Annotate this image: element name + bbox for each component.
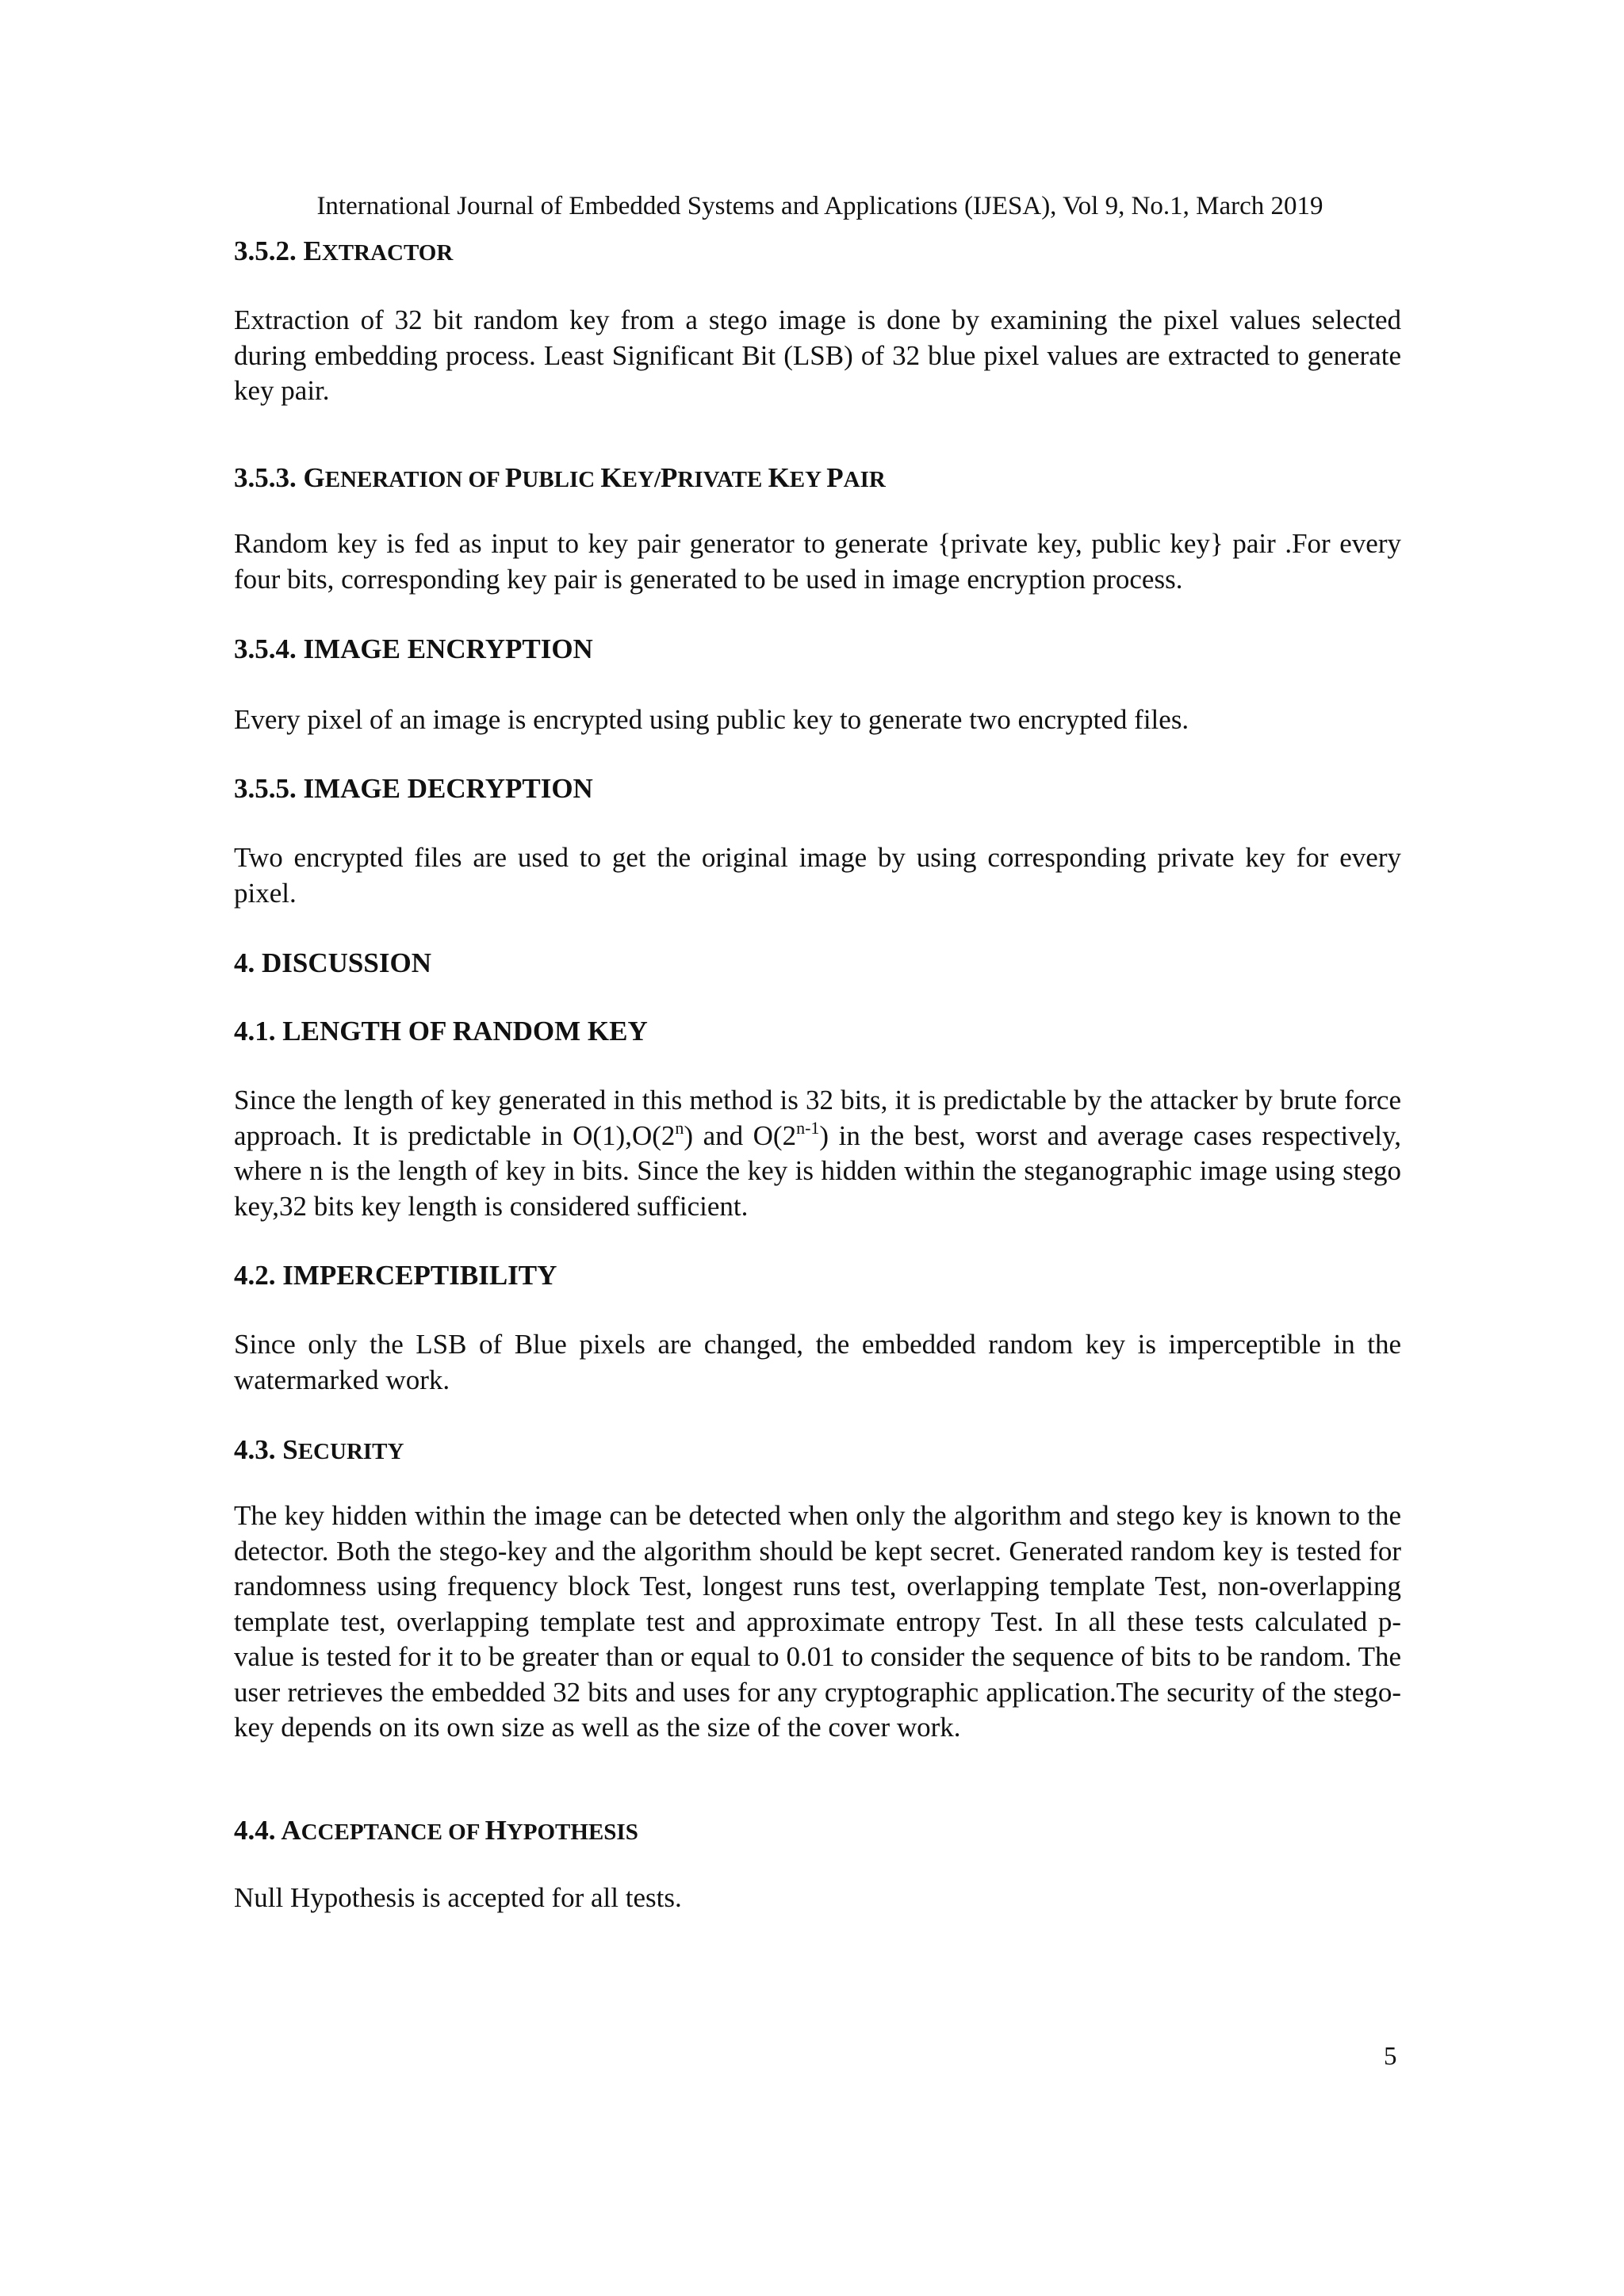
heading-rest: XTRACTOR [321,240,454,266]
heading-4-1: 4.1. LENGTH OF RANDOM KEY [234,1016,648,1047]
superscript: n-1 [796,1117,820,1138]
heading-part: CCEPTANCE OF [301,1820,485,1845]
heading-initial: E [303,235,322,266]
paragraph-imperceptibility: Since only the LSB of Blue pixels are changed, the embedded random key is imperceptible in the watermarked work. [234,1329,1401,1395]
heading-part: EY/ [622,467,661,492]
heading-rest: ECURITY [297,1439,404,1464]
heading-part: AIR [843,467,886,492]
heading-number: 4.3. [234,1434,276,1465]
heading-4-4 [234,1814,638,1849]
heading-number: 3.5.2. [234,235,297,266]
heading-part: ENERATION OF [324,467,505,492]
text-run: Since the length of key generated in this method is 32 bits, it is predictable by the attacker by brute force approach. It is predictable in O(1),O(2 [234,1085,1401,1151]
paragraph-security: The key hidden within the image can be detected when only the algorithm and stego key is known to the detector. Both the stego-key and the algorithm should be kept secret. Generated random key is tested for randomness using frequency block Test, longest runs test, overlapping template Test, non-overlapping template test, overlapping template test and approximate entropy Test. In all these tests calculated p-value is tested for it to be greater than or equal to 0.01 to consider the sequence of bits to be random. The user retrieves the embedded 32 bits and uses for any cryptographic application.The security of the stego-key depends on its own size as well as the size of the cover work. [234,1500,1401,1743]
running-header: International Journal of Embedded Systems and Applications (IJESA), Vol 9, No.1, March 2019 [316,192,1323,220]
heading-initial: S [282,1434,298,1465]
heading-part: K [768,462,790,493]
heading-3-5-4: 3.5.4. IMAGE ENCRYPTION [234,633,593,664]
heading-part: K [600,462,622,493]
text-run: ) in the best, worst and average cases respectively, where n is the length of key in bits. Since the key is hidden within the steganographic image using stego key,32 bits key length is considered sufficient. [234,1119,1402,1222]
paragraph-hypothesis: Null Hypothesis is accepted for all tests. [234,1882,682,1913]
heading-part: YPOTHESIS [506,1820,638,1845]
heading-part: A [281,1815,301,1846]
heading-3-5-3 [234,461,886,496]
heading-3-5-2 [234,235,453,270]
text-run: ) and O(2 [684,1119,797,1151]
superscript: n [675,1117,684,1138]
paragraph-key-length [234,1083,1401,1224]
heading-part: P [661,462,678,493]
heading-number: 4.4. [234,1815,276,1846]
heading-part: UBLIC [522,467,601,492]
heading-part: RIVATE [677,467,768,492]
page-number: 5 [1384,2042,1397,2071]
heading-part: P [826,462,844,493]
heading-4-discussion: 4. DISCUSSION [234,947,431,978]
paragraph-key-pair-generation: Random key is fed as input to key pair generator to generate {private key, public key} pair .For every four bits, corresponding key pair is generated to be used in image encryption process. [234,528,1401,595]
heading-part: EY [789,467,827,492]
paragraph-image-decryption: Two encrypted files are used to get the original image by using corresponding private key for every pixel. [234,842,1401,909]
paragraph-image-encryption: Every pixel of an image is encrypted using public key to generate two encrypted files. [234,704,1189,735]
heading-part: H [485,1815,507,1846]
paragraph-extractor: Extraction of 32 bit random key from a stego image is done by examining the pixel values selected during embedding process. Least Significant Bit (LSB) of 32 blue pixel values are extracted to generate key pair. [234,304,1401,406]
heading-3-5-5: 3.5.5. IMAGE DECRYPTION [234,773,593,804]
heading-4-3 [234,1433,404,1468]
heading-part: P [504,462,523,493]
heading-number: 3.5.3. [234,462,297,493]
heading-4-2: 4.2. IMPERCEPTIBILITY [234,1260,557,1291]
heading-part: G [303,462,325,493]
